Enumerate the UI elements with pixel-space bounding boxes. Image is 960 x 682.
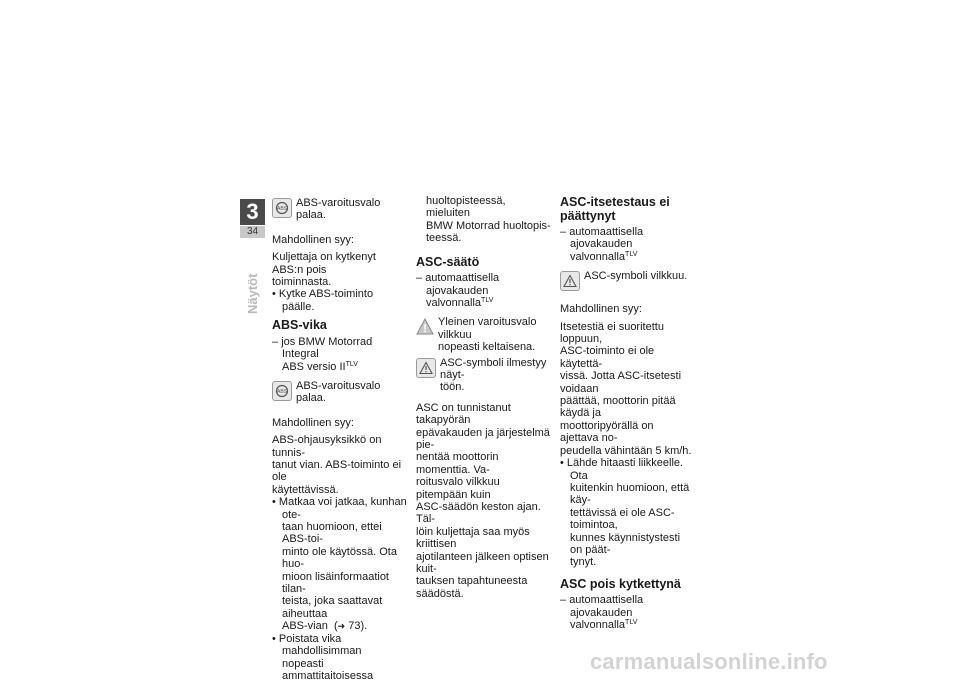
asc-symbol-row [560,270,695,291]
cause-text: vissä. Jotta ASC-itsetesti voidaan [560,370,695,395]
cause-text: ABS-ohjausyksikkö on tunnis- [272,434,407,459]
abs-warning-light-icon [272,381,292,401]
section-heading-asc-selftest: ASC-itsetestaus ei päättynyt [560,196,695,223]
chapter-label: Näytöt [238,240,266,330]
general-warning-text: Yleinen varoitusvalo vilkkuu [438,316,551,341]
body-text: ASC on tunnistanut takapyörän [416,402,551,427]
asc-symbol-text: töön. [440,381,551,393]
chapter-number: 3 [240,199,265,225]
abs-warning-row [272,197,407,222]
body-text: ajotilanteen jälkeen optisen kuit- [416,551,551,576]
body-text: ASC-säädön keston ajan. Täl- [416,501,551,526]
asc-symbol-row [416,357,551,394]
cause-text: moottoripyörällä on ajettava no- [560,420,695,445]
bullet-item-cont: tettävissä ei ole ASC-toimintoa, [560,507,695,532]
bullet-item-cont: kunnes käynnistystesti on päät- [560,532,695,557]
bullet-item-cont: teista, joka saattavat aiheuttaa [272,595,407,620]
column-1 [272,195,407,682]
bullet-item-cont: mioon lisäinformaatiot tilan- [272,571,407,596]
svg-text:ABS: ABS [277,389,288,395]
dash-item: – automaattisella ajovakauden [560,594,695,619]
bullet-item: • Lähde hitaasti liikkeelle. Ota [560,457,695,482]
asc-symbol-icon [416,358,436,378]
cause-text: Itsetestiä ei suoritettu loppuun, [560,321,695,346]
bullet-item-cont: BMW Motorrad huoltopis- [416,220,551,232]
body-text: löin kuljettaja saa myös kriittisen [416,526,551,551]
abs-warning-text: ABS-varoitusvalo palaa. [296,380,407,405]
bullet-item-cont: teessä. [416,232,551,244]
body-text: epävakauden ja järjestelmä pie- [416,427,551,452]
cause-label: Mahdollinen syy: [272,417,407,429]
bullet-item-cont: huoltopisteessä, mieluiten [416,195,551,220]
bullet-item-cont: kuitenkin huomioon, että käy- [560,482,695,507]
column-3 [560,195,695,631]
bullet-item-cont: tynyt. [560,556,695,568]
bullet-item-cont: taan huomioon, ettei ABS-toi- [272,521,407,546]
section-heading-abs-fault: ABS-vika [272,319,407,333]
page-number: 34 [240,226,265,238]
bullet-item-cont: minto ole käytössä. Ota huo- [272,546,407,571]
dash-item: – jos BMW Motorrad Integral [272,336,407,361]
watermark: carmanualsonline.info [590,649,828,675]
cause-label: Mahdollinen syy: [272,234,407,246]
cause-text: ASC-toiminto ei ole käytettä- [560,345,695,370]
dash-item-cont: ABS versio $II^{TLV}$ [272,361,407,373]
general-warning-text: nopeasti keltaisena. [438,341,551,353]
dash-item-cont: valvonnalla$^{TLV}$ [416,297,551,309]
body-text: roitusvalo vilkkuu pitempään kuin [416,476,551,501]
section-heading-asc: ASC-säätö [416,256,551,270]
cause-label: Mahdollinen syy: [560,303,695,315]
dash-item-cont: valvonnalla$^{TLV}$ [560,619,695,631]
dash-item: – automaattisella ajovakauden [416,272,551,297]
cause-text: tanut vian. ABS-toiminto ei ole [272,459,407,484]
bullet-item: • Matkaa voi jatkaa, kunhan ote- [272,496,407,521]
abs-warning-light-icon [272,198,292,218]
column-2 [416,195,551,600]
dash-item: – automaattisella ajovakauden [560,226,695,251]
cause-text: peudella vähintään 5 km/h. [560,445,695,457]
bullet-item-cont: nopeasti ammattitaitoisessa [272,658,407,682]
svg-text:ABS: ABS [277,206,288,212]
abs-warning-row [272,380,407,405]
body-text: nentää moottorin momenttia. Va- [416,451,551,476]
asc-symbol-text: ASC-symboli ilmestyy näyt- [440,357,551,382]
cause-text: käytettävissä. [272,484,407,496]
dash-item-cont: valvonnalla$^{TLV}$ [560,251,695,263]
asc-symbol-text: ASC-symboli vilkkuu. [584,270,687,282]
general-warning-row [416,316,551,353]
cause-text: päättää, moottorin pitää käydä ja [560,395,695,420]
bullet-item: • Poistata vika mahdollisimman [272,633,407,658]
cause-text: toiminnasta. [272,276,407,288]
cause-text: Kuljettaja on kytkenyt ABS:n pois [272,251,407,276]
page-reference[interactable]: 73). [348,620,367,632]
bullet-item-cont: ABS-vian (➜ 73). [272,620,407,632]
abs-warning-text: ABS-varoitusvalo palaa. [296,197,407,222]
asc-symbol-icon [560,271,580,291]
page-reference-arrow-icon: ➜ [338,621,346,631]
body-text: tauksen tapahtuneesta säädöstä. [416,575,551,600]
section-heading-asc-off: ASC pois kytkettynä [560,578,695,592]
general-warning-triangle-icon [416,317,434,335]
bullet-item: • Kytke ABS-toiminto päälle. [272,288,407,313]
